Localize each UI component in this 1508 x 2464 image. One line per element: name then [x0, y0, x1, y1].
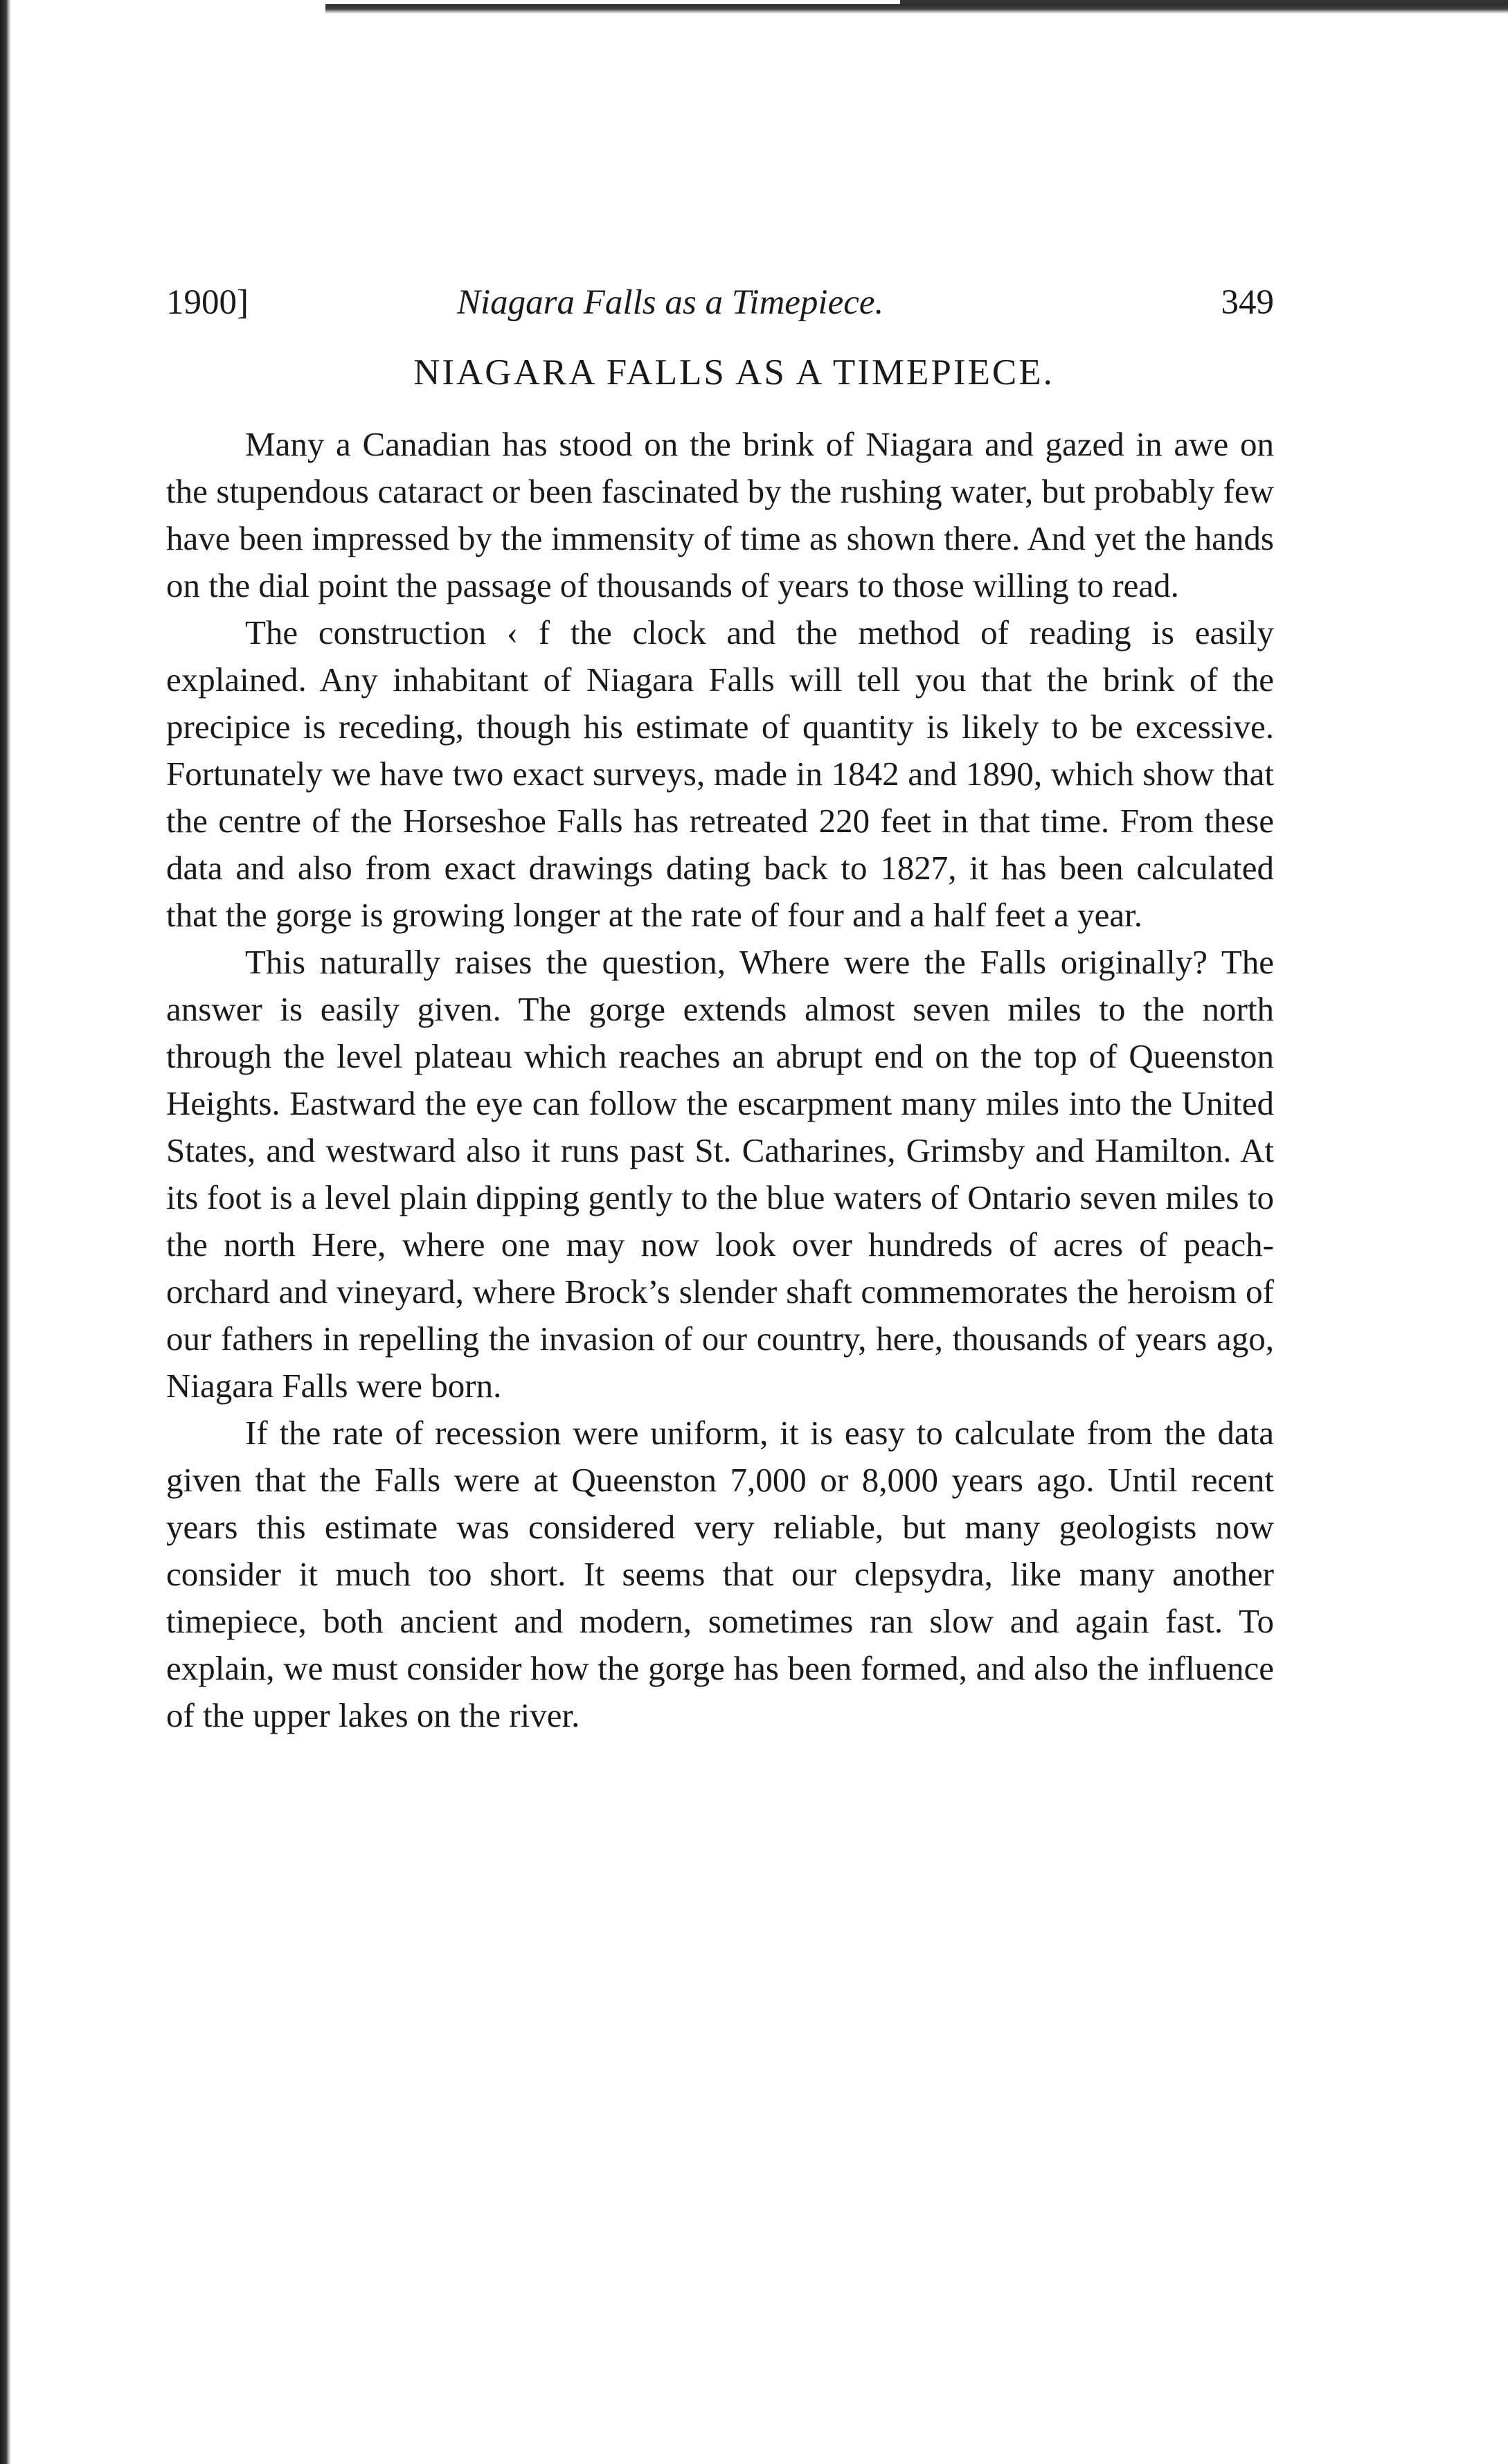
scan-edge-left: [0, 0, 11, 2464]
paragraph: If the rate of recession were uniform, it is easy to calculate from the data given that the Falls were at Queenston 7,000 or 8,000 years ago. Until recent years this estimate was considered very reliable, but many geologists now consider it much too short. It seems that our clepsydra, like many another timepiece, both ancient and modern, sometimes ran slow and again fast. To explain, we must consider how the gorge has been formed, and also the influence of the upper lakes on the river.: [166, 1414, 1274, 1734]
running-head: [166, 282, 1274, 345]
paragraph: Many a Canadian has stood on the brink of Niagara and gazed in awe on the stupendous cataract or been fascinated by the rushing water, but probably few have been impressed by the immensity of time as shown there. And yet the hands on the dial point the passage of thousands of years to those willing to read.: [166, 425, 1274, 604]
article-body: [166, 421, 1274, 1739]
running-head-year: 1900]: [166, 283, 249, 322]
page-number: 349: [1221, 283, 1274, 322]
book-page: [166, 282, 1274, 1739]
scan-edge-top-shadow: [325, 4, 1508, 14]
running-head-title: Niagara Falls as a Timepiece.: [457, 283, 884, 322]
paragraph: The construction ‹ f the clock and the method of reading is easily explained. Any inhabitant of Niagara Falls will tell you that the brink of the precipice is receding, though his estimate of quantity is likely to be excessive. Fortunately we have two exact surveys, made in 1842 and 1890, which show that the centre of the Horseshoe Falls has retreated 220 feet in that time. From these data and also from exact drawings dating back to 1827, it has been calculated that the gorge is growing longer at the rate of four and a half feet a year.: [166, 613, 1274, 934]
paragraph: This naturally raises the question, Where were the Falls originally? The answer is easily given. The gorge extends almost seven miles to the north through the level plateau which reaches an abrupt end on the top of Queenston Heights. Eastward the eye can follow the escarpment many miles into the United States, and westward also it runs past St. Catharines, Grimsby and Hamilton. At its foot is a level plain dipping gently to the blue waters of Ontario seven miles to the north Here, where one may now look over hundreds of acres of peach-orchard and vineyard, where Brock’s slender shaft commemorates the heroism of our fathers in repelling the invasion of our country, here, thousands of years ago, Niagara Falls were born.: [166, 943, 1274, 1405]
article-title: NIAGARA FALLS AS A TIMEPIECE.: [413, 352, 1054, 393]
